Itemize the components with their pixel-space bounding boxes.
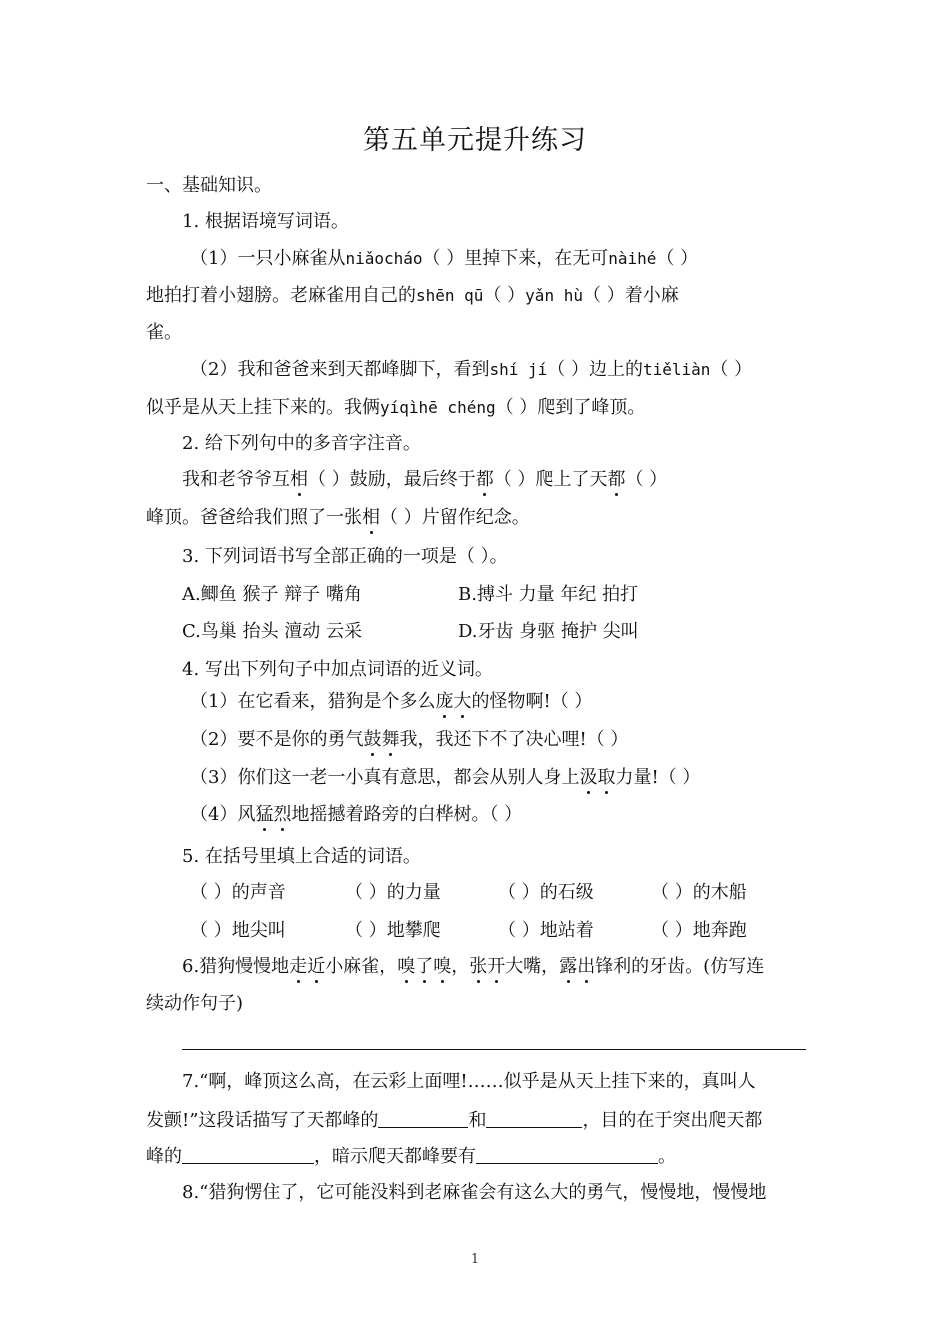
q1-part1-line1 [190, 247, 698, 271]
q4-sentence-1 [190, 690, 592, 714]
q6-text: ， [451, 956, 470, 977]
dotted-character: 猛 [255, 804, 274, 825]
answer-blank[interactable]: （ ） [495, 397, 538, 418]
fill-blank[interactable] [182, 1143, 314, 1164]
fill-blank[interactable] [486, 1107, 582, 1128]
dotted-character: 出 [577, 956, 596, 977]
pinyin-shenqu: shēn qū [416, 286, 484, 305]
q1-part1-line2 [146, 284, 679, 308]
dotted-character: 舞 [381, 729, 400, 750]
q4-heading: 4. 写出下列句子中加点词语的近义词。 [182, 659, 493, 680]
answer-line[interactable] [182, 1049, 806, 1050]
dotted-character: 汲 [579, 767, 598, 788]
q1-part2-line2 [146, 396, 645, 420]
pinyin-yiqihecheng: yíqìhē chéng [380, 398, 496, 417]
q1-text: （1）一只小麻雀从 [190, 248, 346, 269]
q4-sentence-3 [190, 766, 700, 790]
q1-heading: 1. 根据语境写词语。 [182, 211, 349, 232]
answer-blank[interactable]: （ ） [422, 248, 465, 269]
q1-text: 着小麻 [624, 285, 679, 306]
q3-option-d[interactable]: D.牙齿 身驱 掩护 尖叫 [458, 621, 639, 642]
q7-line1: 7.“啊，峰顶这么高，在云彩上面哩!……似乎是从天上挂下来的，真叫人 [182, 1071, 756, 1092]
dotted-character: 张 [469, 956, 488, 977]
q2-text: 鼓励，最后终于 [349, 469, 476, 490]
dotted-character: 开 [487, 956, 506, 977]
q1-text: 边上的 [588, 359, 643, 380]
answer-blank[interactable]: （ ） [308, 469, 350, 490]
dotted-character: 烈 [273, 804, 292, 825]
q7-line3 [146, 1143, 676, 1169]
dotted-character: 都 [475, 469, 494, 490]
dotted-character: 庞 [435, 691, 454, 712]
q2-text: 峰顶。爸爸给我们照了一张 [146, 507, 362, 528]
q4-text: （3）你们这一老一小真有意思，都会从别人身上 [190, 767, 580, 788]
q7-text: 和 [468, 1110, 487, 1131]
dotted-character: 鼓 [363, 729, 382, 750]
section-heading: 一、基础知识。 [146, 175, 272, 196]
q6-text: 大嘴， [505, 956, 560, 977]
q2-text: 片留作纪念。 [421, 507, 530, 528]
q4-text-with-blank[interactable]: 地摇撼着路旁的白桦树。（ ） [291, 804, 523, 825]
q8-line1: 8.“猎狗愣住了，它可能没料到老麻雀会有这么大的勇气，慢慢地，慢慢地 [182, 1182, 767, 1203]
pinyin-naihe: nàihé [608, 249, 657, 268]
q2-heading: 2. 给下列句中的多音字注音。 [182, 433, 421, 454]
q4-sentence-4 [190, 803, 522, 827]
q7-text: 发颤!”这段话描写了天都峰的 [146, 1110, 379, 1131]
q5-item[interactable]: （ ）地站着 [498, 920, 594, 941]
answer-blank[interactable]: （ ） [547, 359, 589, 380]
q5-item[interactable]: （ ）的力量 [345, 882, 441, 903]
dotted-character: 相 [290, 469, 308, 490]
q3-option-b[interactable]: B.搏斗 力量 年纪 拍打 [458, 584, 639, 605]
q4-text-with-blank[interactable]: 的怪物啊!（ ） [471, 691, 593, 712]
dotted-character: 近 [307, 956, 326, 977]
q4-text: （1）在它看来，猎狗是个多么 [190, 691, 436, 712]
q4-text-with-blank[interactable]: 我，我还下不了决心哩!（ ） [399, 729, 629, 750]
fill-blank[interactable] [476, 1143, 658, 1164]
q6-text: 锋利的牙齿。(仿写连 [595, 956, 765, 977]
q4-text-with-blank[interactable]: 力量!（ ） [615, 767, 701, 788]
answer-blank[interactable]: （ ） [710, 359, 753, 380]
pinyin-niaochao: niǎocháo [345, 249, 423, 268]
q5-item[interactable]: （ ）的声音 [190, 882, 286, 903]
q2-text: 爬上了天 [535, 469, 608, 490]
dotted-character: 了 [415, 956, 434, 977]
dotted-character: 走 [289, 956, 308, 977]
answer-blank[interactable]: （ ） [380, 507, 422, 528]
answer-blank[interactable]: （ ） [493, 469, 536, 490]
dotted-character: 嗅 [433, 956, 452, 977]
dotted-character: 嗅 [397, 956, 416, 977]
q7-text: 峰的 [146, 1146, 182, 1167]
answer-blank[interactable]: （ ） [625, 469, 668, 490]
q6-line1 [182, 955, 764, 979]
q2-line2 [146, 506, 530, 530]
q7-text: 。 [658, 1146, 676, 1167]
q3-option-c[interactable]: C.鸟巢 抬头 澶动 云采 [182, 621, 363, 642]
answer-blank[interactable]: （ ） [483, 285, 526, 306]
dotted-character: 大 [453, 691, 472, 712]
page-title: 第五单元提升练习 [363, 125, 587, 156]
q1-part2-line1 [190, 358, 752, 382]
q5-item[interactable]: （ ）的木船 [651, 882, 747, 903]
q5-item[interactable]: （ ）地尖叫 [190, 920, 286, 941]
q4-text: （4）风 [190, 804, 256, 825]
pinyin-shiji: shí jí [489, 360, 548, 379]
q7-line2 [146, 1107, 762, 1133]
answer-blank[interactable]: （ ） [656, 248, 699, 269]
q1-text: 似乎是从天上挂下来的。我俩 [146, 397, 380, 418]
dotted-character: 取 [597, 767, 616, 788]
pinyin-tielian: tiěliàn [642, 360, 711, 379]
q4-text: （2）要不是你的勇气 [190, 729, 364, 750]
q4-sentence-2 [190, 728, 628, 752]
q7-text: ，目的在于突出爬天都 [582, 1110, 763, 1131]
q1-text: 地拍打着小翅膀。老麻雀用自己的 [146, 285, 416, 306]
q1-part1-line3: 雀。 [146, 322, 182, 343]
q1-text: （2）我和爸爸来到天都峰脚下，看到 [190, 359, 490, 380]
dotted-character: 都 [607, 469, 626, 490]
q5-item[interactable]: （ ）地奔跑 [651, 920, 747, 941]
q5-item[interactable]: （ ）地攀爬 [345, 920, 441, 941]
q6-text: 6.猎狗慢慢地 [182, 956, 290, 977]
fill-blank[interactable] [378, 1107, 468, 1128]
q3-heading: 3. 下列词语书写全部正确的一项是（ ）。 [182, 546, 508, 567]
pinyin-yanhu: yǎn hù [525, 286, 583, 305]
q5-item[interactable]: （ ）的石级 [498, 882, 594, 903]
q3-option-a[interactable]: A.鲫鱼 猴子 辩子 嘴角 [182, 584, 362, 605]
q1-text: 里掉下来，在无可 [464, 248, 609, 269]
q1-text: 爬到了峰顶。 [537, 397, 646, 418]
q7-text: ，暗示爬天都峰要有 [314, 1146, 476, 1167]
q5-heading: 5. 在括号里填上合适的词语。 [182, 846, 421, 867]
q2-line1 [182, 468, 667, 492]
dotted-character: 相 [362, 507, 380, 528]
answer-blank[interactable]: （ ） [582, 285, 625, 306]
q6-text: 小麻雀， [325, 956, 398, 977]
q6-line2: 续动作句子) [146, 993, 244, 1014]
page-number: 1 [470, 1252, 480, 1267]
dotted-character: 露 [559, 956, 578, 977]
q2-text: 我和老爷爷互 [182, 469, 290, 490]
